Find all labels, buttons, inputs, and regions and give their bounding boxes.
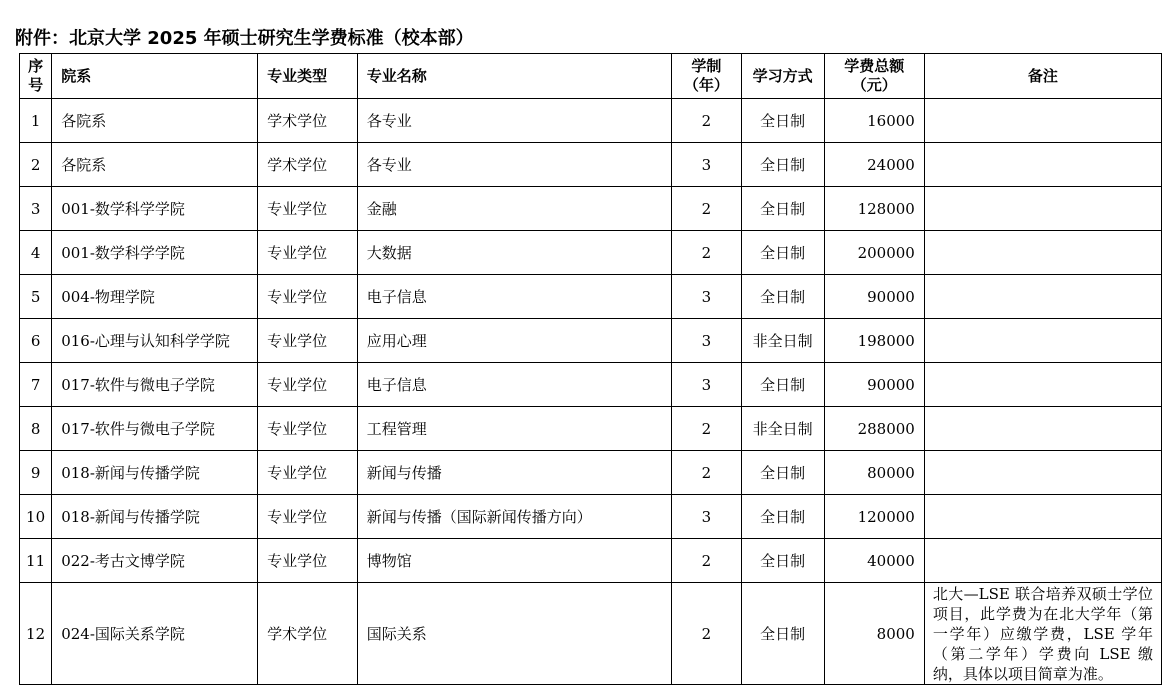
cell-fee: 90000 — [824, 275, 924, 319]
header-major: 专业名称 — [357, 54, 671, 99]
cell-mode: 全日制 — [741, 451, 824, 495]
cell-dept: 001-数学科学学院 — [52, 231, 258, 275]
cell-note — [924, 451, 1161, 495]
cell-mode: 全日制 — [741, 143, 824, 187]
cell-years: 3 — [672, 275, 742, 319]
table-body — [20, 99, 1162, 685]
table-row — [20, 143, 1162, 187]
cell-note — [924, 275, 1161, 319]
cell-mode: 全日制 — [741, 187, 824, 231]
cell-note — [924, 407, 1161, 451]
document-title: 附件：北京大学 2025 年硕士研究生学费标准（校本部） — [15, 28, 474, 49]
cell-note — [924, 99, 1161, 143]
cell-dept: 017-软件与微电子学院 — [52, 407, 258, 451]
cell-mode: 全日制 — [741, 363, 824, 407]
cell-note — [924, 231, 1161, 275]
cell-no: 12 — [20, 583, 52, 685]
header-type: 专业类型 — [258, 54, 358, 99]
table-row — [20, 495, 1162, 539]
cell-no: 7 — [20, 363, 52, 407]
table-row — [20, 99, 1162, 143]
cell-note — [924, 495, 1161, 539]
cell-fee: 198000 — [824, 319, 924, 363]
cell-dept: 016-心理与认知科学学院 — [52, 319, 258, 363]
cell-type: 学术学位 — [258, 143, 358, 187]
cell-major: 国际关系 — [357, 583, 671, 685]
cell-note — [924, 319, 1161, 363]
cell-type: 学术学位 — [258, 583, 358, 685]
cell-note: 北大—LSE 联合培养双硕士学位项目，此学费为在北大学年（第一学年）应缴学费，LSE 学年（第二学年）学费向 LSE 缴纳，具体以项目简章为准。 — [924, 583, 1161, 685]
header-row — [20, 54, 1162, 99]
cell-mode: 非全日制 — [741, 319, 824, 363]
cell-no: 5 — [20, 275, 52, 319]
cell-mode: 全日制 — [741, 583, 824, 685]
cell-no: 3 — [20, 187, 52, 231]
cell-type: 专业学位 — [258, 187, 358, 231]
table-row — [20, 407, 1162, 451]
cell-type: 专业学位 — [258, 363, 358, 407]
cell-fee: 200000 — [824, 231, 924, 275]
cell-fee: 16000 — [824, 99, 924, 143]
cell-mode: 全日制 — [741, 99, 824, 143]
table-row — [20, 275, 1162, 319]
cell-type: 专业学位 — [258, 231, 358, 275]
cell-no: 8 — [20, 407, 52, 451]
cell-years: 3 — [672, 363, 742, 407]
cell-dept: 018-新闻与传播学院 — [52, 495, 258, 539]
cell-years: 3 — [672, 319, 742, 363]
cell-fee: 128000 — [824, 187, 924, 231]
cell-note — [924, 363, 1161, 407]
cell-major: 博物馆 — [357, 539, 671, 583]
table-row — [20, 451, 1162, 495]
table-row — [20, 363, 1162, 407]
cell-years: 2 — [672, 539, 742, 583]
cell-fee: 8000 — [824, 583, 924, 685]
cell-note — [924, 187, 1161, 231]
cell-type: 专业学位 — [258, 451, 358, 495]
header-fee: 学费总额 （元） — [824, 54, 924, 99]
cell-major: 新闻与传播 — [357, 451, 671, 495]
cell-major: 大数据 — [357, 231, 671, 275]
cell-major: 各专业 — [357, 99, 671, 143]
cell-no: 4 — [20, 231, 52, 275]
table-row — [20, 583, 1162, 685]
cell-type: 专业学位 — [258, 275, 358, 319]
header-dept: 院系 — [52, 54, 258, 99]
cell-dept: 004-物理学院 — [52, 275, 258, 319]
cell-fee: 24000 — [824, 143, 924, 187]
cell-major: 应用心理 — [357, 319, 671, 363]
cell-fee: 120000 — [824, 495, 924, 539]
table-row — [20, 231, 1162, 275]
cell-mode: 非全日制 — [741, 407, 824, 451]
cell-years: 3 — [672, 495, 742, 539]
cell-fee: 40000 — [824, 539, 924, 583]
cell-major: 电子信息 — [357, 363, 671, 407]
cell-type: 专业学位 — [258, 495, 358, 539]
cell-no: 11 — [20, 539, 52, 583]
cell-years: 3 — [672, 143, 742, 187]
cell-dept: 018-新闻与传播学院 — [52, 451, 258, 495]
cell-mode: 全日制 — [741, 539, 824, 583]
cell-fee: 288000 — [824, 407, 924, 451]
cell-no: 1 — [20, 99, 52, 143]
cell-major: 工程管理 — [357, 407, 671, 451]
cell-years: 2 — [672, 187, 742, 231]
header-no: 序 号 — [20, 54, 52, 99]
cell-note — [924, 539, 1161, 583]
cell-mode: 全日制 — [741, 495, 824, 539]
cell-mode: 全日制 — [741, 231, 824, 275]
cell-no: 9 — [20, 451, 52, 495]
cell-type: 专业学位 — [258, 539, 358, 583]
cell-dept: 001-数学科学学院 — [52, 187, 258, 231]
cell-dept: 各院系 — [52, 99, 258, 143]
cell-major: 各专业 — [357, 143, 671, 187]
table-row — [20, 539, 1162, 583]
cell-major: 金融 — [357, 187, 671, 231]
cell-dept: 017-软件与微电子学院 — [52, 363, 258, 407]
table-header — [20, 54, 1162, 99]
cell-years: 2 — [672, 99, 742, 143]
header-years: 学制 （年） — [672, 54, 742, 99]
cell-no: 2 — [20, 143, 52, 187]
cell-fee: 80000 — [824, 451, 924, 495]
cell-dept: 各院系 — [52, 143, 258, 187]
cell-dept: 024-国际关系学院 — [52, 583, 258, 685]
cell-no: 6 — [20, 319, 52, 363]
cell-fee: 90000 — [824, 363, 924, 407]
cell-dept: 022-考古文博学院 — [52, 539, 258, 583]
cell-years: 2 — [672, 583, 742, 685]
cell-major: 新闻与传播（国际新闻传播方向） — [357, 495, 671, 539]
cell-mode: 全日制 — [741, 275, 824, 319]
cell-years: 2 — [672, 407, 742, 451]
cell-major: 电子信息 — [357, 275, 671, 319]
cell-note — [924, 143, 1161, 187]
tuition-table — [19, 53, 1162, 685]
header-note: 备注 — [924, 54, 1161, 99]
cell-years: 2 — [672, 451, 742, 495]
table-row — [20, 187, 1162, 231]
cell-years: 2 — [672, 231, 742, 275]
header-mode: 学习方式 — [741, 54, 824, 99]
table-row — [20, 319, 1162, 363]
cell-type: 专业学位 — [258, 407, 358, 451]
cell-no: 10 — [20, 495, 52, 539]
cell-type: 学术学位 — [258, 99, 358, 143]
cell-type: 专业学位 — [258, 319, 358, 363]
